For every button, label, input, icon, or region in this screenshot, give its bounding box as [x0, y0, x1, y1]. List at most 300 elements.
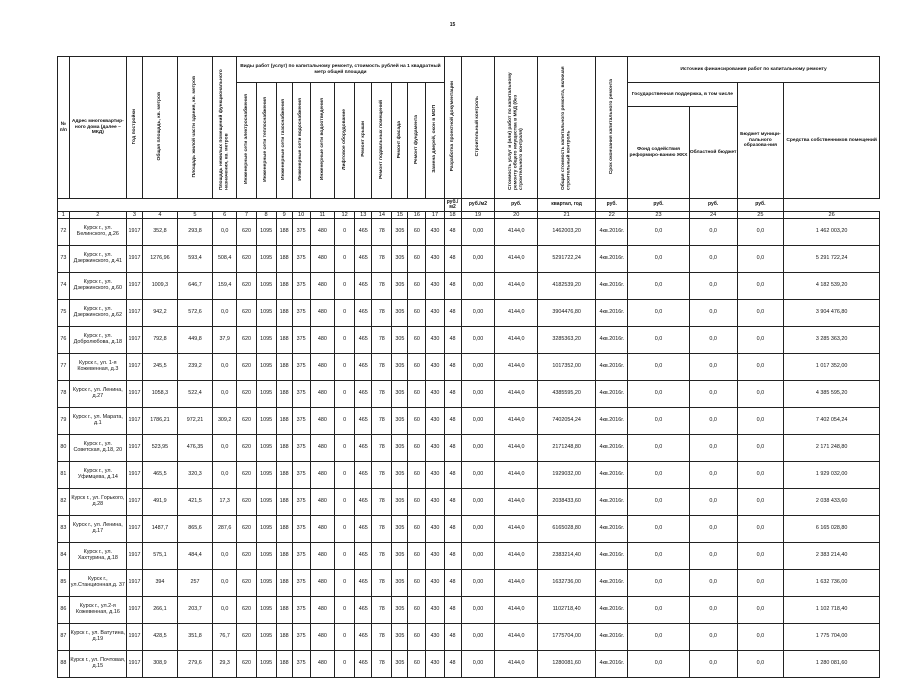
cell-total-cost: 1775704,00 [537, 624, 595, 651]
cell-work-cost: 1095 [256, 462, 276, 489]
cell-num: 78 [58, 381, 70, 408]
header-living-area: Площадь жилой части здания, кв. метров [177, 57, 212, 199]
cell-owners: 1 280 081,60 [784, 651, 880, 678]
cell-work-cost: 60 [408, 327, 426, 354]
cell-work-cost: 620 [237, 246, 256, 273]
cell-deadline: 4кв.2016г. [596, 300, 628, 327]
cell-work-cost: 465 [355, 219, 372, 246]
column-number: 15 [392, 212, 408, 219]
cell-work-cost: 0 [335, 543, 355, 570]
cell-year: 1917 [127, 489, 143, 516]
cell-work-cost: 60 [408, 462, 426, 489]
cell-fund: 0,0 [628, 354, 690, 381]
cell-deadline: 4кв.2016г. [596, 624, 628, 651]
cell-work-cost: 0,00 [461, 516, 495, 543]
cell-year: 1917 [127, 300, 143, 327]
cell-work-cost: 375 [292, 651, 310, 678]
cell-living-area: 646,7 [177, 273, 212, 300]
cell-nonliving-area: 0,0 [212, 462, 236, 489]
cell-year: 1917 [127, 516, 143, 543]
cell-total-cost: 3285363,20 [537, 327, 595, 354]
cell-work-cost: 465 [355, 570, 372, 597]
cell-living-area: 865,6 [177, 516, 212, 543]
cell-living-area: 972,21 [177, 408, 212, 435]
cell-fund: 0,0 [628, 651, 690, 678]
column-number: 18 [444, 212, 461, 219]
cell-work-cost: 305 [392, 624, 408, 651]
cell-regional: 0,0 [689, 408, 737, 435]
cell-address: Курск г., ул. Ленина, д.17 [69, 516, 126, 543]
cell-living-area: 279,6 [177, 651, 212, 678]
cell-unit-cost: 4144,0 [495, 408, 537, 435]
column-number: 8 [256, 212, 276, 219]
cell-work-cost: 0 [335, 516, 355, 543]
cell-num: 88 [58, 651, 70, 678]
cell-regional: 0,0 [689, 516, 737, 543]
column-number: 25 [737, 212, 784, 219]
cell-nonliving-area: 287,6 [212, 516, 236, 543]
cell-total-cost: 7402054,24 [537, 408, 595, 435]
cell-year: 1917 [127, 327, 143, 354]
cell-work-cost: 620 [237, 624, 256, 651]
cell-work-cost: 430 [426, 462, 444, 489]
cell-work-cost: 620 [237, 543, 256, 570]
cell-address: Курск г., ул. Белинского, д.26 [69, 219, 126, 246]
cell-year: 1917 [127, 435, 143, 462]
cell-work-cost: 78 [372, 327, 392, 354]
cell-work-cost: 480 [310, 381, 334, 408]
cell-regional: 0,0 [689, 327, 737, 354]
cell-regional: 0,0 [689, 489, 737, 516]
cell-work-cost: 0,00 [461, 246, 495, 273]
cell-regional: 0,0 [689, 381, 737, 408]
cell-num: 83 [58, 516, 70, 543]
cell-work-cost: 480 [310, 489, 334, 516]
cell-unit-cost: 4144,0 [495, 543, 537, 570]
cell-work-cost: 305 [392, 435, 408, 462]
cell-work-cost: 465 [355, 543, 372, 570]
cell-work-cost: 48 [444, 462, 461, 489]
cell-work-cost: 48 [444, 570, 461, 597]
cell-address: Курск г., ул. Ленина, д.27 [69, 381, 126, 408]
cell-work-cost: 78 [372, 624, 392, 651]
cell-nonliving-area: 0,0 [212, 570, 236, 597]
cell-municipal: 0,0 [737, 462, 784, 489]
header-work-roof: Ремонт крыши [355, 83, 372, 199]
cell-work-cost: 465 [355, 597, 372, 624]
cell-work-cost: 188 [276, 597, 292, 624]
cell-address: Курск г., ул.2-я Кожевенная, д.16 [69, 597, 126, 624]
column-number: 23 [628, 212, 690, 219]
cell-num: 87 [58, 624, 70, 651]
table-row [58, 462, 880, 489]
unit-rub-municipal: руб. [689, 199, 737, 212]
cell-address: Курск г., ул. Дзержинского, д.60 [69, 273, 126, 300]
cell-num: 76 [58, 327, 70, 354]
cell-owners: 7 402 054,24 [784, 408, 880, 435]
cell-total-cost: 2383214,40 [537, 543, 595, 570]
cell-work-cost: 0,00 [461, 300, 495, 327]
cell-total-area: 245,5 [142, 354, 177, 381]
cell-num: 73 [58, 246, 70, 273]
cell-work-cost: 60 [408, 300, 426, 327]
cell-work-cost: 305 [392, 327, 408, 354]
column-number: 7 [237, 212, 256, 219]
cell-total-area: 942,2 [142, 300, 177, 327]
cell-unit-cost: 4144,0 [495, 624, 537, 651]
cell-work-cost: 620 [237, 516, 256, 543]
cell-work-cost: 430 [426, 489, 444, 516]
table-row [58, 354, 880, 381]
cell-work-cost: 0,00 [461, 489, 495, 516]
cell-work-cost: 0 [335, 597, 355, 624]
cell-owners: 2 171 248,80 [784, 435, 880, 462]
cell-work-cost: 465 [355, 624, 372, 651]
cell-deadline: 4кв.2016г. [596, 651, 628, 678]
cell-address: Курск г., ул. Советская, д.18, 20 [69, 435, 126, 462]
cell-fund: 0,0 [628, 543, 690, 570]
cell-address: Курск г., ул. 1-я Кожевенная, д.3 [69, 354, 126, 381]
cell-work-cost: 78 [372, 516, 392, 543]
cell-work-cost: 375 [292, 246, 310, 273]
cell-work-cost: 78 [372, 381, 392, 408]
cell-deadline: 4кв.2016г. [596, 516, 628, 543]
cell-fund: 0,0 [628, 300, 690, 327]
cell-work-cost: 188 [276, 246, 292, 273]
header-work-sewer: Инженерные сети водоотведения [310, 83, 334, 199]
cell-work-cost: 430 [426, 354, 444, 381]
header-nonliving-area: Площадь нежилых помещений функционального назначения, кв. метров [212, 57, 236, 199]
column-number: 24 [689, 212, 737, 219]
cell-municipal: 0,0 [737, 354, 784, 381]
cell-work-cost: 188 [276, 273, 292, 300]
cell-total-area: 523,95 [142, 435, 177, 462]
cell-address: Курск г., ул. Добролюбова, д.18 [69, 327, 126, 354]
cell-total-area: 394 [142, 570, 177, 597]
cell-fund: 0,0 [628, 597, 690, 624]
cell-regional: 0,0 [689, 300, 737, 327]
cell-owners: 1 462 003,20 [784, 219, 880, 246]
cell-work-cost: 620 [237, 570, 256, 597]
cell-work-cost: 48 [444, 219, 461, 246]
cell-work-cost: 480 [310, 651, 334, 678]
cell-fund: 0,0 [628, 219, 690, 246]
cell-num: 86 [58, 597, 70, 624]
cell-regional: 0,0 [689, 651, 737, 678]
cell-total-cost: 4385595,20 [537, 381, 595, 408]
cell-work-cost: 48 [444, 408, 461, 435]
table-row [58, 570, 880, 597]
cell-work-cost: 0,00 [461, 327, 495, 354]
cell-work-cost: 60 [408, 219, 426, 246]
column-number: 10 [292, 212, 310, 219]
cell-work-cost: 375 [292, 435, 310, 462]
cell-unit-cost: 4144,0 [495, 219, 537, 246]
header-work-facade: Ремонт фасада [392, 83, 408, 199]
cell-work-cost: 0 [335, 462, 355, 489]
cell-work-cost: 188 [276, 570, 292, 597]
cell-deadline: 4кв.2016г. [596, 462, 628, 489]
table-row [58, 516, 880, 543]
cell-work-cost: 480 [310, 543, 334, 570]
cell-work-cost: 465 [355, 327, 372, 354]
cell-nonliving-area: 0,0 [212, 219, 236, 246]
table-row [58, 300, 880, 327]
cell-work-cost: 60 [408, 597, 426, 624]
cell-unit-cost: 4144,0 [495, 462, 537, 489]
cell-work-cost: 0 [335, 489, 355, 516]
cell-work-cost: 188 [276, 219, 292, 246]
cell-work-cost: 375 [292, 570, 310, 597]
cell-deadline: 4кв.2016г. [596, 381, 628, 408]
cell-work-cost: 480 [310, 219, 334, 246]
cell-work-cost: 60 [408, 570, 426, 597]
cell-owners: 1 017 352,00 [784, 354, 880, 381]
column-number: 12 [335, 212, 355, 219]
header-deadline: Срок окончания капитального ремонта [596, 57, 628, 199]
cell-work-cost: 78 [372, 489, 392, 516]
cell-work-cost: 0,00 [461, 435, 495, 462]
column-number: 21 [537, 212, 595, 219]
cell-work-cost: 0 [335, 300, 355, 327]
cell-unit-cost: 4144,0 [495, 435, 537, 462]
cell-living-area: 421,5 [177, 489, 212, 516]
cell-work-cost: 465 [355, 651, 372, 678]
cell-regional: 0,0 [689, 273, 737, 300]
cell-work-cost: 78 [372, 246, 392, 273]
cell-work-cost: 305 [392, 570, 408, 597]
header-work-control: Строительный контроль [461, 57, 495, 199]
cell-work-cost: 0,00 [461, 219, 495, 246]
unit-per-m2: руб./м2 [444, 199, 461, 212]
header-work-doors: Замена дверей, окон в МОП [426, 83, 444, 199]
cell-total-area: 1487,7 [142, 516, 177, 543]
header-total-area: Общая площадь, кв. метров [142, 57, 177, 199]
cell-municipal: 0,0 [737, 543, 784, 570]
cell-living-area: 484,4 [177, 543, 212, 570]
cell-work-cost: 0 [335, 273, 355, 300]
cell-work-cost: 60 [408, 273, 426, 300]
cell-municipal: 0,0 [737, 381, 784, 408]
header-work-gas: Инженерные сети газоснабжения [276, 83, 292, 199]
cell-year: 1917 [127, 462, 143, 489]
cell-work-cost: 375 [292, 543, 310, 570]
capital-repair-table [57, 56, 880, 678]
cell-total-cost: 1929032,00 [537, 462, 595, 489]
cell-work-cost: 620 [237, 327, 256, 354]
cell-work-cost: 375 [292, 273, 310, 300]
cell-work-cost: 1095 [256, 570, 276, 597]
cell-regional: 0,0 [689, 543, 737, 570]
cell-living-area: 293,8 [177, 219, 212, 246]
column-number: 22 [596, 212, 628, 219]
column-number: 17 [426, 212, 444, 219]
cell-regional: 0,0 [689, 624, 737, 651]
cell-work-cost: 375 [292, 381, 310, 408]
cell-nonliving-area: 309,2 [212, 408, 236, 435]
cell-address: Курск г., ул. Дзержинского, д.41 [69, 246, 126, 273]
cell-work-cost: 0,00 [461, 624, 495, 651]
cell-municipal: 0,0 [737, 597, 784, 624]
table-row [58, 435, 880, 462]
cell-work-cost: 620 [237, 489, 256, 516]
column-numbers-row [58, 212, 880, 219]
cell-work-cost: 430 [426, 300, 444, 327]
cell-work-cost: 0 [335, 381, 355, 408]
cell-work-cost: 0,00 [461, 651, 495, 678]
cell-work-cost: 188 [276, 543, 292, 570]
column-number: 1 [58, 212, 70, 219]
cell-owners: 1 632 736,00 [784, 570, 880, 597]
header-unit-cost: Стоимость услуг и (или) работ по капитальному ремонту общего имущества в МКД (без строительного контроля) [495, 57, 537, 199]
header-state-support: Государственная поддержка, в том числе [628, 83, 737, 107]
cell-unit-cost: 4144,0 [495, 597, 537, 624]
cell-work-cost: 375 [292, 219, 310, 246]
cell-owners: 1 102 718,40 [784, 597, 880, 624]
cell-work-cost: 60 [408, 651, 426, 678]
cell-deadline: 4кв.2016г. [596, 489, 628, 516]
cell-work-cost: 1095 [256, 273, 276, 300]
cell-work-cost: 465 [355, 408, 372, 435]
cell-work-cost: 78 [372, 300, 392, 327]
cell-nonliving-area: 0,0 [212, 597, 236, 624]
cell-work-cost: 430 [426, 543, 444, 570]
cell-total-cost: 5291722,24 [537, 246, 595, 273]
cell-work-cost: 1095 [256, 543, 276, 570]
cell-unit-cost: 4144,0 [495, 651, 537, 678]
cell-total-area: 1058,3 [142, 381, 177, 408]
cell-fund: 0,0 [628, 273, 690, 300]
cell-municipal: 0,0 [737, 624, 784, 651]
column-number: 19 [461, 212, 495, 219]
cell-work-cost: 1095 [256, 408, 276, 435]
cell-work-cost: 480 [310, 462, 334, 489]
table-row [58, 543, 880, 570]
cell-municipal: 0,0 [737, 327, 784, 354]
cell-work-cost: 620 [237, 435, 256, 462]
cell-total-area: 1276,96 [142, 246, 177, 273]
cell-work-cost: 375 [292, 597, 310, 624]
cell-unit-cost: 4144,0 [495, 273, 537, 300]
cell-nonliving-area: 508,4 [212, 246, 236, 273]
cell-work-cost: 305 [392, 246, 408, 273]
column-number: 3 [127, 212, 143, 219]
table-body [58, 219, 880, 678]
cell-work-cost: 430 [426, 246, 444, 273]
cell-nonliving-area: 37,9 [212, 327, 236, 354]
cell-work-cost: 430 [426, 651, 444, 678]
cell-work-cost: 465 [355, 273, 372, 300]
cell-work-cost: 1095 [256, 489, 276, 516]
cell-work-cost: 620 [237, 651, 256, 678]
cell-regional: 0,0 [689, 462, 737, 489]
units-row [58, 199, 880, 212]
cell-work-cost: 305 [392, 219, 408, 246]
column-number: 2 [69, 212, 126, 219]
cell-fund: 0,0 [628, 462, 690, 489]
cell-work-cost: 0,00 [461, 570, 495, 597]
cell-fund: 0,0 [628, 381, 690, 408]
cell-work-cost: 430 [426, 516, 444, 543]
cell-work-cost: 188 [276, 327, 292, 354]
cell-work-cost: 430 [426, 408, 444, 435]
cell-work-cost: 1095 [256, 354, 276, 381]
cell-living-area: 203,7 [177, 597, 212, 624]
cell-year: 1917 [127, 570, 143, 597]
column-number: 4 [142, 212, 177, 219]
cell-work-cost: 1095 [256, 327, 276, 354]
cell-work-cost: 0 [335, 327, 355, 354]
cell-work-cost: 480 [310, 408, 334, 435]
cell-unit-cost: 4144,0 [495, 327, 537, 354]
cell-work-cost: 48 [444, 381, 461, 408]
cell-address: Курск г., ул. Ватутина, д.19 [69, 624, 126, 651]
cell-work-cost: 430 [426, 381, 444, 408]
cell-work-cost: 620 [237, 273, 256, 300]
cell-work-cost: 60 [408, 408, 426, 435]
cell-work-cost: 480 [310, 624, 334, 651]
cell-year: 1917 [127, 408, 143, 435]
cell-unit-cost: 4144,0 [495, 300, 537, 327]
cell-work-cost: 430 [426, 435, 444, 462]
cell-work-cost: 480 [310, 597, 334, 624]
cell-work-cost: 188 [276, 462, 292, 489]
cell-living-area: 320,3 [177, 462, 212, 489]
cell-work-cost: 0,00 [461, 381, 495, 408]
cell-year: 1917 [127, 273, 143, 300]
cell-municipal: 0,0 [737, 489, 784, 516]
unit-quarter: квартал, год [537, 199, 595, 212]
cell-total-cost: 1280081,60 [537, 651, 595, 678]
cell-num: 82 [58, 489, 70, 516]
column-number: 6 [212, 212, 236, 219]
cell-address: Курск г., ул. Дзержинского, д.62 [69, 300, 126, 327]
cell-work-cost: 305 [392, 597, 408, 624]
cell-deadline: 4кв.2016г. [596, 570, 628, 597]
header-work-lift: Лифтовое оборудование [335, 83, 355, 199]
cell-work-cost: 465 [355, 435, 372, 462]
cell-work-cost: 60 [408, 381, 426, 408]
cell-municipal: 0,0 [737, 219, 784, 246]
cell-owners: 5 291 722,24 [784, 246, 880, 273]
cell-work-cost: 1095 [256, 597, 276, 624]
header-municipal: Бюджет муници-пального образова-ния [737, 83, 784, 199]
cell-nonliving-area: 0,0 [212, 435, 236, 462]
cell-work-cost: 60 [408, 246, 426, 273]
column-number: 11 [310, 212, 334, 219]
cell-work-cost: 375 [292, 300, 310, 327]
cell-unit-cost: 4144,0 [495, 489, 537, 516]
cell-work-cost: 188 [276, 624, 292, 651]
cell-year: 1917 [127, 246, 143, 273]
cell-work-cost: 465 [355, 246, 372, 273]
cell-owners: 6 165 028,80 [784, 516, 880, 543]
cell-work-cost: 48 [444, 273, 461, 300]
column-number: 14 [372, 212, 392, 219]
cell-work-cost: 188 [276, 408, 292, 435]
page-number: 15 [449, 22, 456, 28]
table-row [58, 651, 880, 678]
cell-work-cost: 305 [392, 273, 408, 300]
cell-nonliving-area: 76,7 [212, 624, 236, 651]
cell-work-cost: 0 [335, 570, 355, 597]
table-row [58, 327, 880, 354]
cell-num: 79 [58, 408, 70, 435]
cell-work-cost: 430 [426, 570, 444, 597]
cell-work-cost: 48 [444, 327, 461, 354]
cell-total-area: 1009,3 [142, 273, 177, 300]
cell-regional: 0,0 [689, 570, 737, 597]
